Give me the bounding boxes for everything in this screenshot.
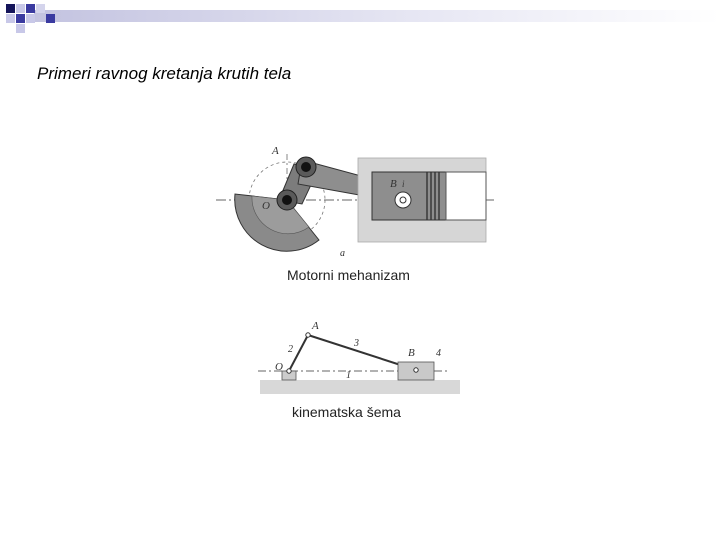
engine-caption: Motorni mehanizam: [287, 267, 410, 283]
label-A: A: [272, 145, 279, 157]
scheme-label-A: A: [312, 320, 319, 332]
scheme-label-3: 3: [354, 338, 359, 349]
slide-title: Primeri ravnog kretanja krutih tela: [37, 64, 292, 83]
banner-squares: [6, 4, 55, 33]
scheme-label-B: B: [408, 347, 415, 359]
scheme-label-1: 1: [346, 370, 351, 381]
label-i: i: [402, 179, 405, 189]
scheme-label-2: 2: [288, 344, 293, 355]
scheme-label-4: 4: [436, 348, 441, 359]
scheme-label-O: O: [275, 361, 283, 373]
header-banner: [0, 0, 720, 46]
scheme-caption: kinematska šema: [292, 404, 401, 420]
wrist-pin: [395, 192, 411, 208]
engine-mechanism-figure: [216, 132, 496, 262]
kinematic-scheme-figure: [252, 318, 464, 398]
label-B: B: [390, 178, 397, 190]
ground: [260, 380, 460, 394]
label-O: O: [262, 200, 270, 212]
label-a: a: [340, 248, 345, 259]
